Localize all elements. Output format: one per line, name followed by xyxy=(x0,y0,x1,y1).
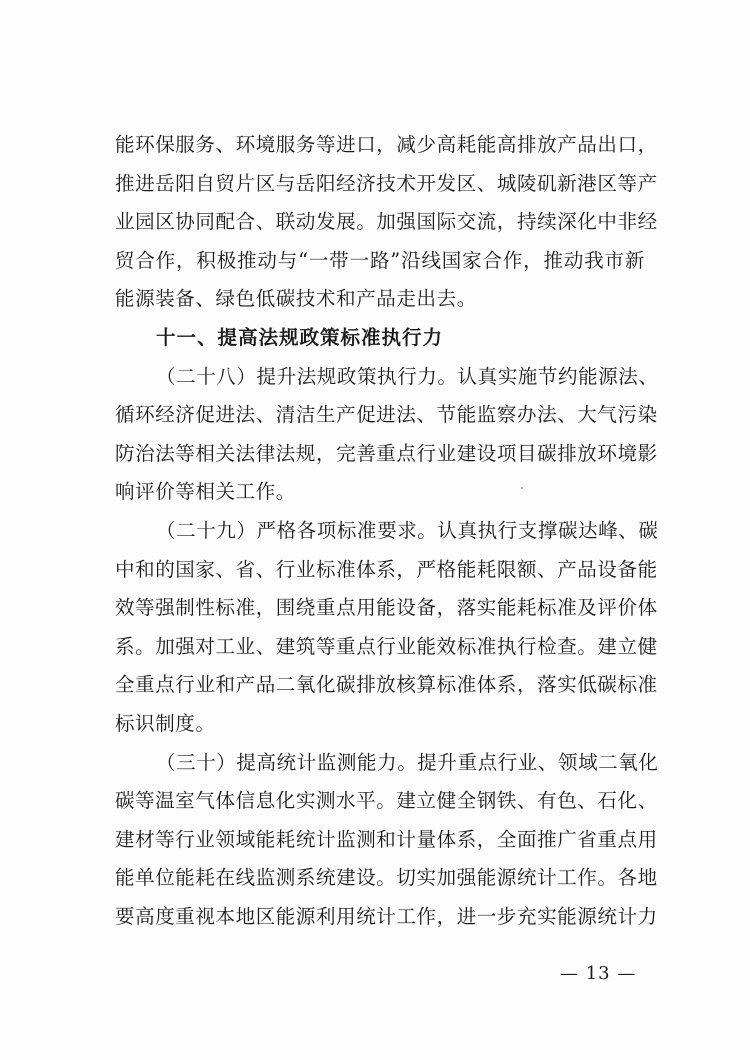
item-30-paragraph xyxy=(115,744,659,937)
text-line: 碳等温室气体信息化实测水平。建立健全钢铁、有色、石化、 xyxy=(115,789,658,813)
text-line: 能源装备、绿色低碳技术和产品走出去。 xyxy=(115,287,477,311)
paragraph-continuation xyxy=(115,126,658,319)
text-line: 能环保服务、环境服务等进口，减少高耗能高排放产品出口， xyxy=(115,133,658,156)
item-28-paragraph xyxy=(115,358,659,512)
text-line: （二十九）严格各项标准要求。认真执行支撑碳达峰、碳 xyxy=(156,518,659,542)
item-29-paragraph xyxy=(115,512,659,744)
text-line: 全重点行业和产品二氧化碳排放核算标准体系，落实低碳标准 xyxy=(115,673,658,697)
text-line: 标识制度。 xyxy=(115,711,216,735)
text-line: 循环经济促进法、清洁生产促进法、节能监察办法、大气污染 xyxy=(115,403,658,427)
text-line: 推进岳阳自贸片区与岳阳经济技术开发区、城陵矶新港区等产 xyxy=(115,171,658,195)
text-line: 响评价等相关工作。 xyxy=(115,480,296,504)
text-line: 建材等行业领域能耗统计监测和计量体系，全面推广省重点用 xyxy=(115,827,658,851)
text-line: 能单位能耗在线监测系统建设。切实加强能源统计工作。各地 xyxy=(115,866,658,890)
page-number: — 13 — xyxy=(560,963,637,984)
text-line: 业园区协同配合、联动发展。加强国际交流，持续深化中非经 xyxy=(115,210,658,234)
scan-speck xyxy=(521,487,523,489)
text-line: 贸合作，积极推动与“一带一路”沿线国家合作，推动我市新 xyxy=(115,248,645,272)
text-line: 防治法等相关法律法规，完善重点行业建设项目碳排放环境影 xyxy=(115,441,658,465)
section-heading: 十一、提高法规政策标准执行力 xyxy=(156,325,444,349)
page-body xyxy=(115,126,659,936)
text-line: （二十八）提升法规政策执行力。认真实施节约能源法、 xyxy=(156,364,659,388)
text-line: 系。加强对工业、建筑等重点行业能效标准执行检查。建立健 xyxy=(115,634,658,658)
text-line: 效等强制性标准，围绕重点用能设备，落实能耗标准及评价体 xyxy=(115,596,658,620)
text-line: 要高度重视本地区能源利用统计工作，进一步充实能源统计力 xyxy=(115,904,658,928)
text-line: 中和的国家、省、行业标准体系，严格能耗限额、产品设备能 xyxy=(115,557,658,581)
text-line: （三十）提高统计监测能力。提升重点行业、领域二氧化 xyxy=(156,750,659,774)
